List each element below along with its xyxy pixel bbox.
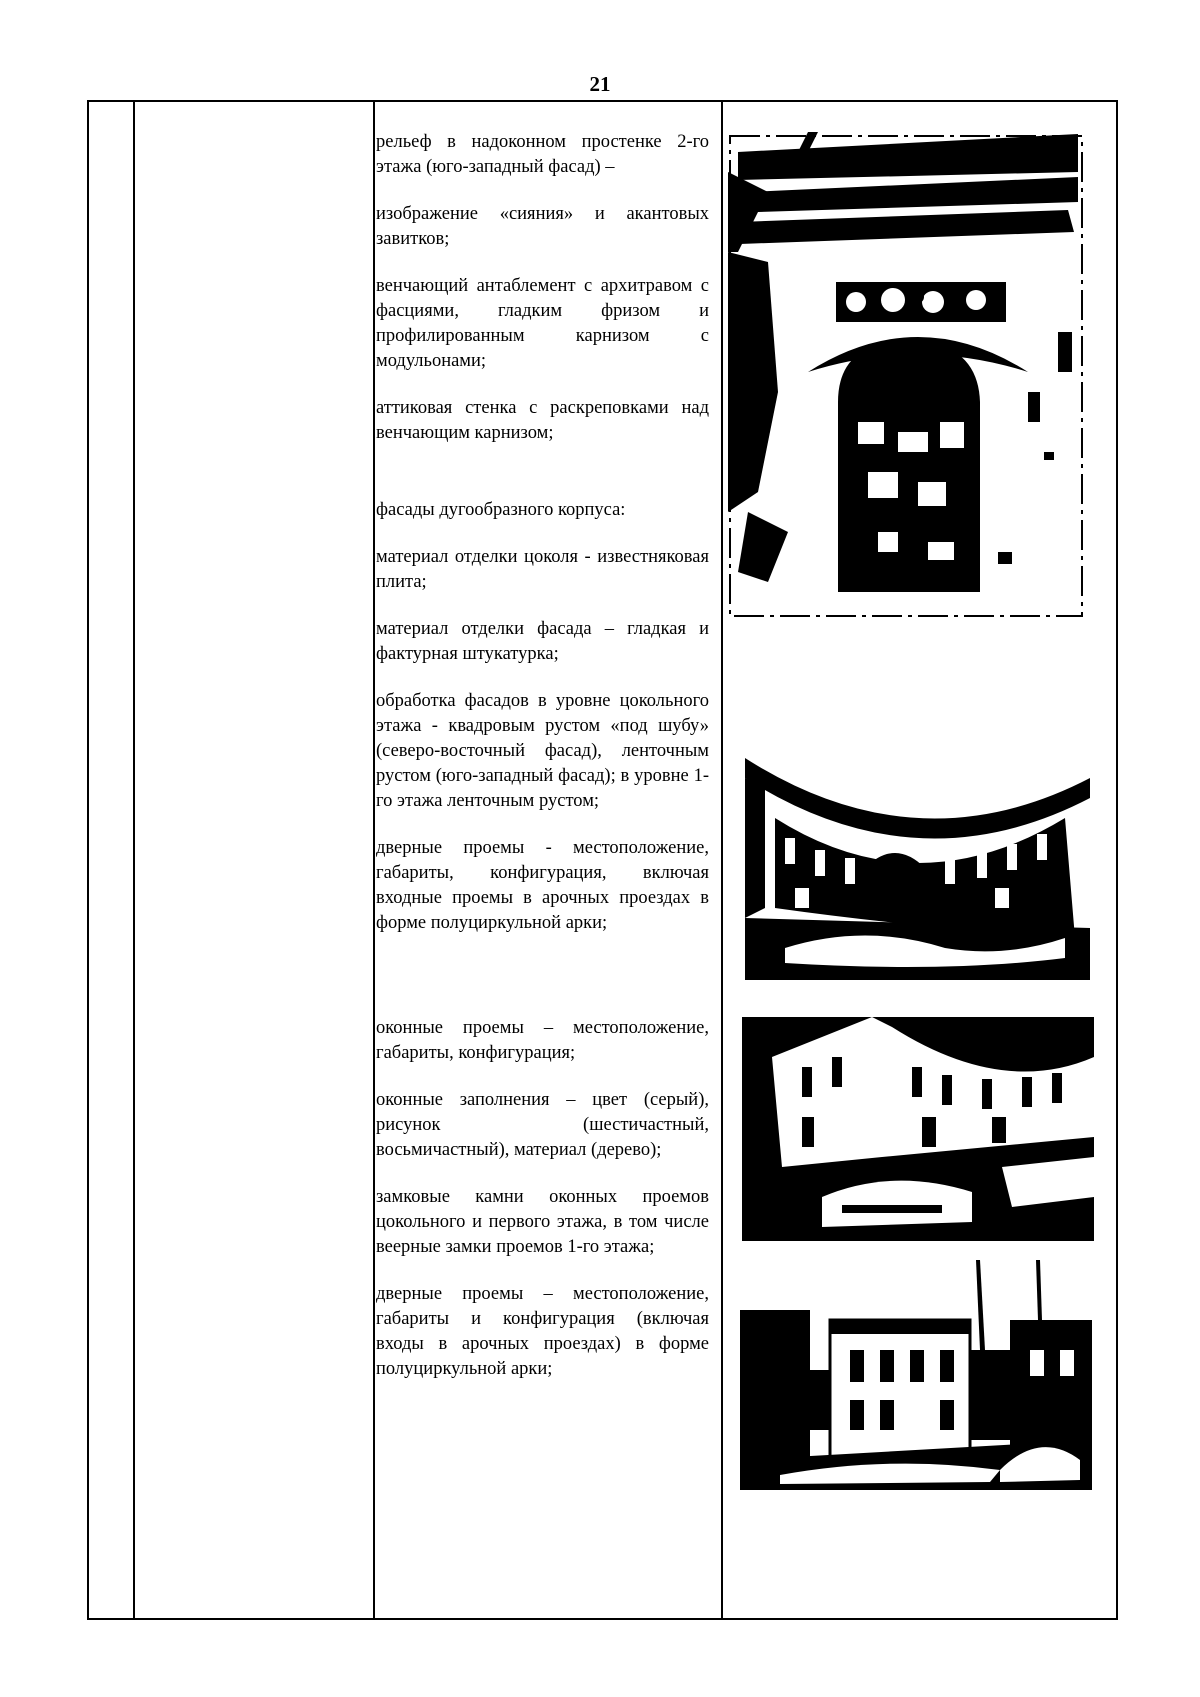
column-divider-1 — [133, 102, 135, 1618]
column-divider-3 — [721, 102, 723, 1618]
photo-courtyard-pavilion — [740, 1260, 1092, 1490]
photo-curved-facade — [745, 758, 1090, 980]
page-number: 21 — [589, 72, 611, 96]
paragraph-plinth-material: материал отделки цоколя - известняковая плита; — [376, 547, 709, 592]
paragraph-radiance: изображение «сияния» и акантовых завитков; — [376, 204, 709, 249]
column-divider-2 — [373, 102, 375, 1618]
description-column — [376, 130, 709, 1382]
paragraph-arc-facades: фасады дугообразного корпуса: — [376, 500, 626, 520]
photo-window-relief — [728, 132, 1084, 620]
paragraph-attic: аттиковая стенка с раскреповками над венчающим карнизом; — [376, 398, 709, 443]
paragraph-entablature: венчающий антаблемент с архитравом с фасциями, гладким фризом и профилированным карнизом с модульонами; — [376, 276, 709, 371]
paragraph-keystones: замковые камни оконных проемов цокольного и первого этажа, в том числе веерные замки проемов 1-го этажа; — [376, 1187, 709, 1257]
paragraph-window-openings: оконные проемы – местоположение, габариты, конфигурация; — [376, 1018, 709, 1063]
paragraph-door-openings-2: дверные проемы – местоположение, габариты и конфигурация (включая входы в арочных проездах) в форме полуциркульной арки; — [376, 1284, 709, 1379]
photo-building-corner — [742, 1017, 1094, 1241]
paragraph-door-openings: дверные проемы - местоположение, габариты, конфигурация, включая входные проемы в арочных проездах в форме полуциркульной арки; — [376, 838, 709, 933]
paragraph-relief: рельеф в надоконном простенке 2-го этажа (юго-западный фасад) – — [376, 132, 709, 177]
paragraph-facade-material: материал отделки фасада – гладкая и фактурная штукатурка; — [376, 619, 709, 664]
paragraph-window-fillings: оконные заполнения – цвет (серый), рисунок (шестичастный, восьмичастный), материал (дерево); — [376, 1090, 709, 1160]
paragraph-rustication: обработка фасадов в уровне цокольного этажа - квадровым рустом «под шубу» (северо-восточный фасад), ленточным рустом (юго-западный фасад); в уровне 1-го этажа ленточным рустом; — [376, 691, 709, 811]
